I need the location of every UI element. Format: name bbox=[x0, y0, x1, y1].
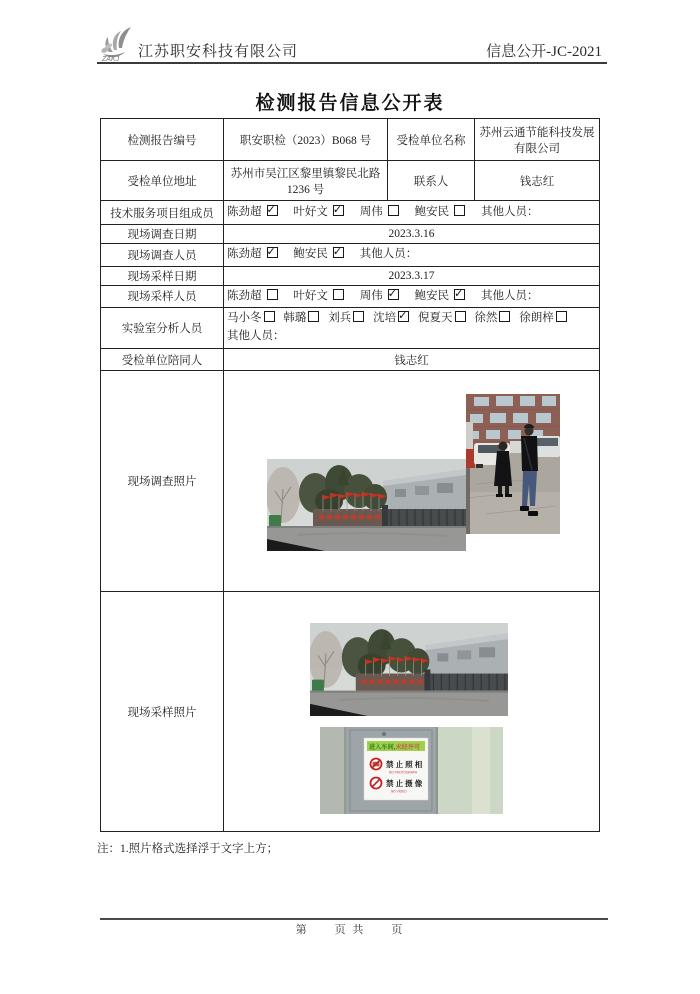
survey-date-value: 2023.3.16 bbox=[224, 225, 600, 244]
survey-date-label: 现场调查日期 bbox=[101, 225, 224, 244]
no-video-en-text: NO VIDEO bbox=[391, 789, 407, 794]
survey-photo-label: 现场调查照片 bbox=[101, 371, 224, 592]
no-photo-en-text: NO PHOTOGRAPH bbox=[389, 770, 418, 775]
row-sampling-photos bbox=[101, 592, 600, 832]
checkbox-icon bbox=[308, 311, 319, 322]
member-name: 马小冬 bbox=[227, 312, 262, 325]
survey-staff-members bbox=[224, 244, 600, 267]
checkbox-icon bbox=[556, 311, 567, 322]
row-tech-team bbox=[101, 201, 600, 225]
row-report-no bbox=[101, 119, 600, 161]
site-survey-people-photo bbox=[466, 394, 560, 534]
member-name: 刘兵 bbox=[328, 312, 352, 325]
checkbox-icon bbox=[333, 289, 344, 300]
member-name: 沈培 bbox=[373, 312, 397, 325]
no-video-icon bbox=[371, 778, 382, 789]
unit-addr-value: 苏州市吴江区黎里镇黎民北路 1236 号 bbox=[224, 161, 388, 201]
member-name: 韩璐 bbox=[283, 312, 307, 325]
member-name: 鲍安民 bbox=[293, 248, 328, 260]
unit-name-label: 受检单位名称 bbox=[388, 119, 475, 161]
others-label: 其他人员： bbox=[481, 205, 539, 218]
logo-text: ZAKJ bbox=[102, 56, 120, 62]
report-form-table bbox=[100, 118, 600, 832]
survey-photo-cell bbox=[224, 371, 600, 592]
member-name: 叶好文 bbox=[293, 205, 328, 218]
checkbox-icon bbox=[388, 289, 399, 300]
sampling-date-value: 2023.3.17 bbox=[224, 266, 600, 285]
others-label: 其他人员： bbox=[227, 330, 285, 343]
member-name: 陈劲超 bbox=[227, 248, 262, 260]
row-survey-photos bbox=[101, 371, 600, 592]
row-sampling-date bbox=[101, 266, 600, 285]
contact-label: 联系人 bbox=[388, 161, 475, 201]
survey-staff-label: 现场调查人员 bbox=[101, 244, 224, 267]
companion-value: 钱志红 bbox=[224, 349, 600, 371]
member-name: 鲍安民 bbox=[414, 289, 450, 302]
tech-team-members bbox=[224, 201, 600, 225]
row-survey-staff bbox=[101, 244, 600, 267]
companion-label: 受检单位陪同人 bbox=[101, 349, 224, 371]
no-photo-text: 禁 止 照 相 bbox=[386, 760, 423, 770]
member-name: 徐朗梓 bbox=[519, 312, 554, 325]
row-survey-date bbox=[101, 225, 600, 244]
factory-gate-photo bbox=[267, 459, 466, 551]
checkbox-icon bbox=[333, 205, 344, 216]
page-number-text: 第 页 共 页 bbox=[295, 924, 405, 936]
checkbox-icon bbox=[353, 311, 364, 322]
footnote: 注：1.照片格式选择浮于文字上方； bbox=[97, 843, 279, 855]
checkbox-icon bbox=[264, 311, 275, 322]
sign-header-text: 进入车间,未经许可 bbox=[369, 744, 421, 752]
page-title: 检测报告信息公开表 bbox=[255, 93, 445, 114]
no-video-text: 禁 止 摄 像 bbox=[386, 779, 423, 789]
lab-staff-label: 实验室分析人员 bbox=[101, 308, 224, 349]
others-label: 其他人员： bbox=[481, 289, 539, 302]
sampling-staff-label: 现场采样人员 bbox=[101, 285, 224, 308]
sampling-photo-cell bbox=[224, 592, 600, 832]
checkbox-icon bbox=[267, 247, 278, 258]
member-name: 鲍安民 bbox=[414, 205, 450, 218]
row-sampling-staff bbox=[101, 285, 600, 308]
checkbox-icon bbox=[333, 247, 344, 258]
member-name: 倪夏天 bbox=[418, 312, 453, 325]
workshop-door-sign-photo bbox=[320, 727, 503, 814]
row-unit-address bbox=[101, 161, 600, 201]
sampling-photo-label: 现场采样照片 bbox=[101, 592, 224, 832]
checkbox-icon bbox=[267, 205, 278, 216]
member-name: 陈劲超 bbox=[227, 289, 262, 302]
member-name: 周伟 bbox=[359, 289, 383, 302]
checkbox-icon bbox=[455, 311, 466, 322]
sampling-staff-members bbox=[224, 285, 600, 308]
checkbox-icon bbox=[499, 311, 510, 322]
unit-name-value: 苏州云通节能科技发展有限公司 bbox=[475, 119, 600, 161]
header-rule bbox=[97, 62, 607, 64]
company-name: 江苏职安科技有限公司 bbox=[138, 44, 299, 60]
footer-rule bbox=[100, 918, 608, 920]
member-name: 徐然 bbox=[474, 312, 498, 325]
unit-addr-label: 受检单位地址 bbox=[101, 161, 224, 201]
company-logo bbox=[99, 26, 137, 62]
member-name: 陈劲超 bbox=[227, 205, 262, 218]
member-name: 叶好文 bbox=[293, 289, 328, 302]
document-code: 信息公开-JC-2021 bbox=[486, 44, 602, 60]
lab-staff-members bbox=[224, 308, 600, 349]
member-name: 周伟 bbox=[359, 205, 383, 218]
row-companion bbox=[101, 349, 600, 371]
factory-gate-photo bbox=[310, 623, 508, 716]
checkbox-icon bbox=[454, 289, 465, 300]
others-label: 其他人员： bbox=[359, 248, 418, 260]
checkbox-icon bbox=[454, 205, 465, 216]
sampling-date-label: 现场采样日期 bbox=[101, 266, 224, 285]
no-photograph-icon bbox=[371, 759, 382, 770]
contact-value: 钱志红 bbox=[475, 161, 600, 201]
tech-team-label: 技术服务项目组成员 bbox=[101, 201, 224, 225]
checkbox-icon bbox=[267, 289, 278, 300]
row-lab-staff bbox=[101, 308, 600, 349]
checkbox-icon bbox=[398, 311, 409, 322]
report-no-value: 职安职检（2023）B068 号 bbox=[224, 119, 388, 161]
report-no-label: 检测报告编号 bbox=[101, 119, 224, 161]
checkbox-icon bbox=[388, 205, 399, 216]
